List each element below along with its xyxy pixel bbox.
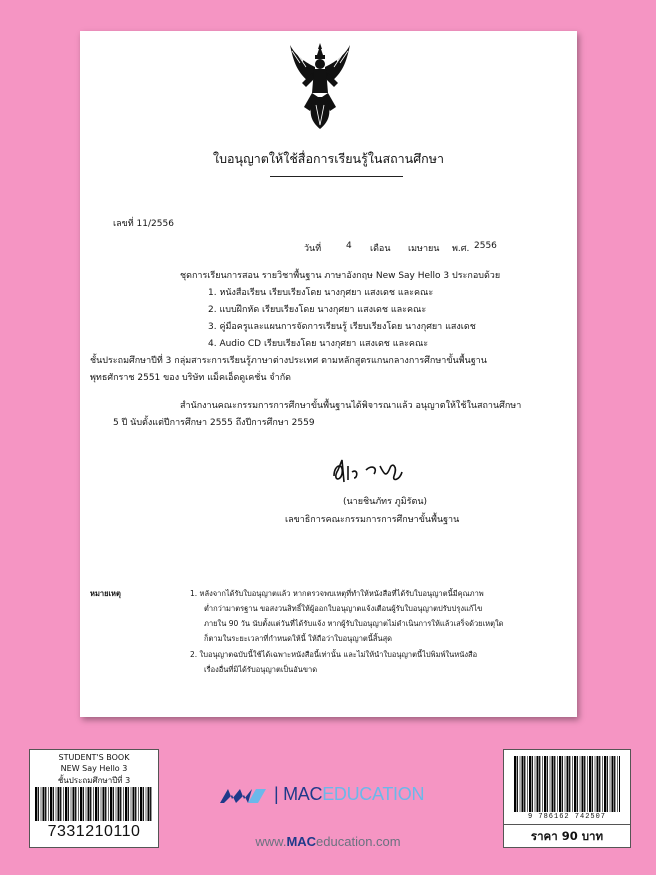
barcode-stripe xyxy=(604,756,606,812)
barcode-stripe xyxy=(542,756,543,812)
remark-line: 2. ใบอนุญาตฉบับนี้ใช้ได้เฉพาะหนังสือนี้เท่านั้น และไม่ให้นำใบอนุญาตนี้ไปพิมพ์ในหนังสือ xyxy=(190,650,478,659)
wordmark-prefix: | MAC xyxy=(274,784,323,804)
barcode-stripe xyxy=(123,787,124,821)
price-label: ราคา 90 บาท xyxy=(530,829,604,843)
garuda-emblem-icon xyxy=(288,41,352,131)
barcode-stripe xyxy=(587,756,588,812)
barcode-stripe xyxy=(597,756,599,812)
paragraph-line: สำนักงานคณะกรรมการการศึกษาขั้นพื้นฐานได้พิจารณาแล้ว อนุญาตให้ใช้ในสถานศึกษา xyxy=(180,401,522,411)
barcode-stripe xyxy=(73,787,75,821)
barcode-stripe xyxy=(614,756,615,812)
barcode-stripe xyxy=(602,756,603,812)
barcode-stripe xyxy=(527,756,528,812)
barcode-stripe xyxy=(559,756,561,812)
barcode-stripe xyxy=(557,756,558,812)
barcode-book-level: ชั้นประถมศึกษาปีที่ 3 xyxy=(57,776,131,785)
barcode-stripe xyxy=(88,787,90,821)
barcode-stripe xyxy=(90,787,91,821)
list-item: 2. แบบฝึกหัด เรียบเรียงโดย นางกุศยา แสงเดช และคณะ xyxy=(208,305,427,315)
signer-name: (นายชินภัทร ภูมิรัตน) xyxy=(343,497,428,507)
barcode-stripe xyxy=(43,787,45,821)
barcode-stripe xyxy=(63,787,64,821)
barcode-stripe xyxy=(146,787,147,821)
remarks-label: หมายเหตุ xyxy=(90,589,121,598)
barcode-stripe xyxy=(128,787,129,821)
barcode-stripe xyxy=(150,787,151,821)
barcode-stripe xyxy=(569,756,570,812)
barcode-stripe xyxy=(610,756,611,812)
barcode-stripe xyxy=(98,787,99,821)
url-suffix: education.com xyxy=(316,834,401,849)
barcode-stripe xyxy=(138,787,139,821)
barcode-number: 7331210110 xyxy=(47,823,141,840)
barcode-stripe xyxy=(537,756,539,812)
barcode-stripe xyxy=(135,787,136,821)
isbn-number: 9 786162 742507 xyxy=(527,813,606,821)
barcode-stripe xyxy=(110,787,112,821)
publisher-wordmark xyxy=(274,784,424,805)
list-item: 3. คู่มือครูและแผนการจัดการเรียนรู้ เรียบเรียงโดย นางกุศยา แสงเดช xyxy=(208,322,476,332)
date-month-label: เดือน xyxy=(370,244,391,254)
barcode-stripe xyxy=(589,756,591,812)
barcode-stripe xyxy=(552,756,554,812)
document-title: ใบอนุญาตให้ใช้สื่อการเรียนรู้ในสถานศึกษา xyxy=(213,151,444,166)
date-month: เมษายน xyxy=(408,244,440,254)
barcode-stripe xyxy=(41,787,42,821)
paragraph-line: 5 ปี นับตั้งแต่ปีการศึกษา 2555 ถึงปีการศึกษา 2559 xyxy=(113,418,315,428)
barcode-stripe xyxy=(103,787,105,821)
barcode-stripe xyxy=(60,787,61,821)
barcode-stripe xyxy=(113,787,114,821)
remark-line: ภายใน 90 วัน นับตั้งแต่วันที่ได้รับแจ้ง หากผู้รับใบอนุญาตไม่ดำเนินการให้แล้วเสร็จด้วยเหตุใด xyxy=(204,619,504,628)
barcode-stripe xyxy=(529,756,531,812)
barcode-stripe xyxy=(93,787,94,821)
paragraph-line: พุทธศักราช 2551 ของ บริษัท แม็คเอ็ดดูเคชั่น จำกัด xyxy=(90,373,291,383)
signature-icon xyxy=(328,456,408,488)
barcode-stripe xyxy=(524,756,525,812)
barcode-stripe xyxy=(83,787,84,821)
title-underline xyxy=(270,176,403,177)
barcode-book-type: STUDENT'S BOOK xyxy=(58,753,130,762)
barcode-stripe xyxy=(544,756,546,812)
date-year: 2556 xyxy=(474,241,497,251)
barcode-stripe xyxy=(565,756,566,812)
barcode-stripe xyxy=(78,787,79,821)
barcode-book-title: NEW Say Hello 3 xyxy=(60,764,128,773)
barcode-stripe xyxy=(118,787,120,821)
barcode-stripe xyxy=(105,787,106,821)
date-year-label: พ.ศ. xyxy=(452,244,470,254)
url-brand: MAC xyxy=(286,834,317,849)
barcode-stripe xyxy=(50,787,52,821)
barcode-stripe xyxy=(619,756,620,812)
barcode-stripe xyxy=(53,787,54,821)
barcode-stripe xyxy=(148,787,150,821)
barcode-stripe xyxy=(131,787,132,821)
barcode-stripe xyxy=(45,787,46,821)
remark-line: 1. หลังจากได้รับใบอนุญาตแล้ว หากตรวจพบเหตุที่ทำให้หนังสือที่ได้รับใบอนุญาตนี้มีคุณภาพ xyxy=(190,589,484,598)
barcode-stripe xyxy=(65,787,67,821)
barcode-stripe xyxy=(517,756,518,812)
license-document xyxy=(80,31,577,717)
barcode-stripe xyxy=(572,756,573,812)
date-day-label: วันที่ xyxy=(304,244,322,254)
barcode-stripe xyxy=(599,756,600,812)
url-prefix: www. xyxy=(255,834,287,849)
mac-logo-icon xyxy=(218,783,268,807)
barcode-stripe xyxy=(68,787,69,821)
barcode-stripe xyxy=(75,787,76,821)
list-item: 4. Audio CD เรียบเรียงโดย นางกุศยา แสงเดช และคณะ xyxy=(208,339,429,349)
barcode-stripe xyxy=(607,756,608,812)
barcode-stripe xyxy=(532,756,533,812)
barcode-stripe xyxy=(577,756,578,812)
barcode-stripe xyxy=(143,787,144,821)
barcode-stripe xyxy=(592,756,593,812)
barcode-stripe xyxy=(522,756,524,812)
barcode-stripe xyxy=(101,787,102,821)
intro-line: ชุดการเรียนการสอน รายวิชาพื้นฐาน ภาษาอังกฤษ New Say Hello 3 ประกอบด้วย xyxy=(180,271,501,281)
barcode-stripe xyxy=(612,756,614,812)
barcode-stripe xyxy=(35,787,37,821)
barcode-stripe xyxy=(595,756,596,812)
barcode-stripe xyxy=(584,756,585,812)
remark-line: ก็ตามในระยะเวลาที่กำหนดให้นี้ ให้ถือว่าใบอนุญาตนี้สิ้นสุด xyxy=(204,634,393,643)
barcode-stripe xyxy=(125,787,127,821)
barcode-stripe xyxy=(71,787,72,821)
barcode-stripe xyxy=(133,787,135,821)
barcode-stripe xyxy=(520,756,521,812)
barcode-stripe xyxy=(554,756,555,812)
barcode-stripe xyxy=(56,787,57,821)
wordmark-suffix: EDUCATION xyxy=(322,784,425,804)
barcode-stripe xyxy=(567,756,569,812)
barcode-stripe xyxy=(80,787,82,821)
barcode-stripe xyxy=(582,756,584,812)
barcode-stripe xyxy=(562,756,563,812)
barcode-stripe xyxy=(550,756,551,812)
barcode-stripe xyxy=(120,787,121,821)
paragraph-line: ชั้นประถมศึกษาปีที่ 3 กลุ่มสาระการเรียนรู้ภาษาต่างประเทศ ตามหลักสูตรแกนกลางการศึกษาขั้นพื้นฐาน xyxy=(90,356,487,366)
barcode-stripe xyxy=(58,787,60,821)
barcode-stripe xyxy=(116,787,117,821)
barcode-stripe xyxy=(140,787,142,821)
signer-title: เลขาธิการคณะกรรมการการศึกษาขั้นพื้นฐาน xyxy=(285,515,460,525)
barcode-stripe xyxy=(38,787,39,821)
barcode-stripe xyxy=(535,756,536,812)
barcode-icon xyxy=(514,756,620,812)
remark-line: ต่ำกว่ามาตรฐาน ขอสงวนสิทธิ์ให้ผู้ออกใบอนุญาตแจ้งเตือนผู้รับใบอนุญาตปรับปรุงแก้ไข xyxy=(204,604,483,613)
price-divider xyxy=(504,824,630,825)
barcode-stripe xyxy=(580,756,581,812)
date-day: 4 xyxy=(346,241,352,251)
barcode-icon xyxy=(35,787,153,821)
barcode-stripe xyxy=(108,787,109,821)
license-number: เลขที่ 11/2556 xyxy=(113,219,174,229)
barcode-stripe xyxy=(95,787,97,821)
barcode-stripe xyxy=(86,787,87,821)
barcode-stripe xyxy=(547,756,548,812)
barcode-stripe xyxy=(617,756,618,812)
barcode-stripe xyxy=(539,756,540,812)
barcode-stripe xyxy=(514,756,516,812)
barcode-stripe xyxy=(48,787,49,821)
isbn-barcode-label xyxy=(503,749,631,848)
list-item: 1. หนังสือเรียน เรียบเรียงโดย นางกุศยา แสงเดช และคณะ xyxy=(208,288,434,298)
barcode-stripe xyxy=(574,756,576,812)
remark-line: เรื่องอื่นที่มิได้รับอนุญาตเป็นอันขาด xyxy=(204,665,318,674)
